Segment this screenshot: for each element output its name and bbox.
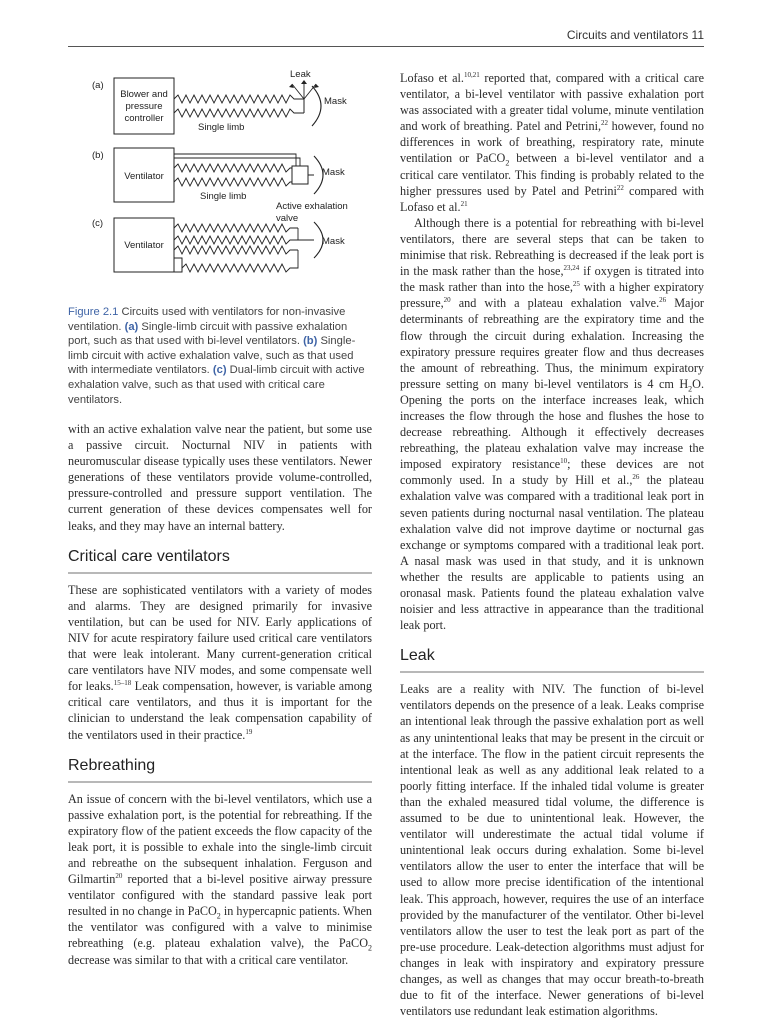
figure-label: Figure 2.1 <box>68 306 119 318</box>
panel-c-tag: (c) <box>92 218 104 229</box>
leak-arrow-right <box>304 84 316 99</box>
right-column <box>400 70 704 1019</box>
paragraph-intro: with an active exhalation valve near the patient, but some use a passive circuit. Nocturnal NIV in patients with neuromuscular disease typically uses these ventilators. Newer generations of these ventilators provide volume-controlled, pressure-controlled and pressure support ventilation. The current generation of these devices compensates well for leaks, and they may have an internal battery. <box>68 422 372 533</box>
paragraph-leak: Leaks are a reality with NIV. The function of bi-level ventilators depends on the presence of a leak. Leaks comprise an intentional leak through the passive exhalation port as well as any unintentional leaks that may be present in the circuit or at the interface. The flow in the patient circuit represents the intentional leak as well as any additional leak related to a poorly fitting interface. If the inhaled tidal volume is greater than the exhaled measured tidal volume, the difference is assumed to be due to unintentional leak. However, the ventilator will underestimate the actual tidal volume if unintentional leak occurs during exhalation. Some bi-level ventilators allow the user to enter the interface that will be used to allow more precise identification of the intentional leak. This approach, however, requires the use of an interface provided by the manufacturer of the ventilator. Other bi-level ventilators allow the user to test the leak port as part of the pre-use procedure. Leak-detection algorithms must adjust for changes in leak with inspiratory and expiratory pressure changes, as well as changes that may occur breath-to-breath due to fit of the interface. Newer generations of bi-level ventilators use redundant leak estimation algorithms. <box>400 682 704 1019</box>
heading-rule <box>68 572 372 574</box>
heading-rebreathing: Rebreathing <box>68 756 156 774</box>
panel-c-expiratory-limb-lower <box>182 250 298 272</box>
panel-c-mask-label: Mask <box>322 236 345 247</box>
paragraph-although: Although there is a potential for rebreathing with bi-level ventilators, there are several steps that can be taken to minimise that risk. Rebreathing is decreased if the leak port is in the mask rather than the hose,$^{23,24}$ if oxygen is titrated into the mask rather than into the hose,$^{25}$ with a higher expiratory pressure,$^{20}$ and with a plateau exhalation valve.$^{26}$ Major determinants of rebreathing are the expiratory time and the flow through the circuit during exhalation. Increasing the expiratory pressure requires greater flow and thus decreases the amount of rebreathing. Thus, the minimum expiratory pressure setting on many bi-level ventilators is 4 cm $H_2O$. Opening the ports on the interface increases leak, which increases the flow through the hose and flushes the hose to decrease rebreathing. Although it effectively decreases rebreathing, the plateau exhalation valve may increase the imposed expiratory resistance$^{10}$; these devices are not commonly used. In a study by Hill et al.,$^{26}$ the plateau exhalation valve was compared with a traditional leak port in seven patients during nocturnal nasal ventilation. The plateau exhalation valve did not improve daytime or nocturnal gas exchange or symptoms compared with a traditional leak port. A nasal mask was used in that study, and it is unknown whether the results are applicable to patients using an oronasal mask. Patients found the plateau exhalation valve noisier and less attractive in appearance than the traditional leak port. <box>400 215 705 633</box>
heading-critical-care-ventilators: Critical care ventilators <box>68 547 230 565</box>
panel-a-mask-label: Mask <box>324 96 347 107</box>
panel-b-tag: (b) <box>92 150 104 161</box>
panel-b-hose-upper <box>174 164 294 172</box>
active-exhalation-valve-box <box>292 166 308 184</box>
left-column <box>68 421 372 968</box>
running-title: Circuits and ventilators 11 <box>566 28 704 42</box>
panel-c-inspiratory-limb-upper <box>174 224 298 232</box>
heading-rule <box>400 671 704 673</box>
paragraph-lofaso: Lofaso et al.$^{10,21}$ reported that, compared with a critical care ventilator, a bi-level ventilator with passive exhalation port was associated with a greater tidal volume, minute ventilation and work of breathing. Patel and Petrini,$^{22}$ however, found no differences in work of breathing, respiratory rate, minute ventilation or PaCO$_2$ between a bi-level ventilator and a critical care ventilator. This finding is probably related to the higher pressures used by Patel and Petrini$^{22}$ compared with Lofaso et al.$^{21}$ <box>400 70 704 214</box>
figure-2-1 <box>68 62 372 302</box>
header-rule <box>68 46 704 47</box>
panel-a-leak-label: Leak <box>290 69 311 80</box>
panel-c-inspiratory-limb-lower <box>174 236 298 244</box>
panel-b-valve-label-1: Active exhalation <box>276 201 348 212</box>
heading-leak: Leak <box>400 647 435 665</box>
panel-a-box-line-2: pressure <box>125 101 163 112</box>
panel-b-valve-label-2: valve <box>276 213 299 224</box>
figure-caption <box>68 305 368 407</box>
panel-a-box-line-3: controller <box>124 113 164 124</box>
panel-b-mask-label: Mask <box>322 167 345 178</box>
panel-b-box-label: Ventilator <box>124 171 164 182</box>
page-header <box>68 24 704 46</box>
panel-a-hose-lower <box>174 109 304 117</box>
paragraph-critical-care: These are sophisticated ventilators with a variety of modes and alarms. They are designed primarily for invasive ventilation, but can be used for NIV. Early applications of NIV for acute respiratory failure used critical care ventilators that were leak intolerant. Many current-generation critical care ventilators have NIV modes, and some compensate well for leaks.$^{15-18}$ Leak compensation, however, is variable among critical care ventilators, and thus it is important for the clinician to understand the leak compensation capability of the ventilators used in their practice.$^{19}$ <box>68 582 372 742</box>
panel-a-hose-upper <box>174 95 304 103</box>
panel-c-expiratory-limb-upper <box>174 246 298 254</box>
panel-a-hose-label: Single limb <box>198 122 245 133</box>
panel-a-box-line-1: Blower and <box>120 89 168 100</box>
panel-a-mask <box>312 86 321 126</box>
figure-caption-text: Circuits used with ventilators for non-invasive ventilation. (a) Single-limb circuit with passive exhalation port, such as that used with bi-level ventilators. (b) Single-limb circuit with active exhalation valve, such as that used with intermediate ventilators. (c) Dual-limb circuit with active exhalation valve, such as that used with critical care ventilators. <box>68 306 365 406</box>
heading-rule <box>68 781 372 783</box>
panel-a-tag: (a) <box>92 80 104 91</box>
panel-b-hose-label: Single limb <box>200 191 247 202</box>
leak-arrow-left <box>292 84 304 99</box>
paragraph-rebreathing: An issue of concern with the bi-level ventilators, which use a passive exhalation port, is the potential for rebreathing. If the expiratory flow of the patient exceeds the flow capacity of the leak port, it is possible to exhale into the single-limb circuit and rebreathe on the subsequent inhalation. Ferguson and Gilmartin$^{20}$ reported that a bi-level positive airway pressure ventilator configured with the standard passive leak port resulted in no change in PaCO$_2$ in hypercapnic patients. When the ventilator was configured with a valve to minimise rebreathing (e.g. plateau exhalation valve), the PaCO$_2$ decrease was similar to that with a critical care ventilator. <box>68 791 372 967</box>
panel-b-control-line-1 <box>174 154 296 166</box>
panel-b-hose-lower <box>174 178 294 186</box>
panel-c-box-label: Ventilator <box>124 240 164 251</box>
circuit-diagram <box>68 62 372 302</box>
panel-c-exhalation-valve <box>174 258 182 272</box>
